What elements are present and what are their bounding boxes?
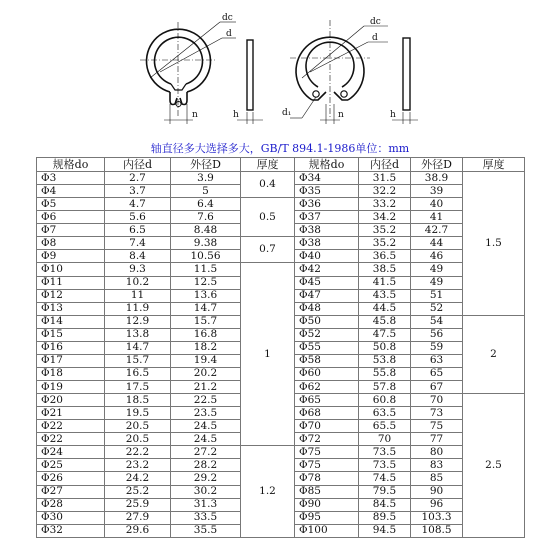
inner-diameter-cell: 25.2 [105, 485, 171, 498]
spec-cell: Φ25 [37, 459, 105, 472]
outer-diameter-cell: 75 [411, 420, 463, 433]
spec-cell: Φ28 [37, 498, 105, 511]
inner-diameter-cell: 32.2 [359, 185, 411, 198]
inner-diameter-cell: 79.5 [359, 485, 411, 498]
spec-cell: Φ47 [295, 289, 359, 302]
outer-diameter-cell: 46 [411, 250, 463, 263]
spec-cell: Φ40 [295, 250, 359, 263]
inner-diameter-cell: 70 [359, 433, 411, 446]
thickness-cell: 2.5 [463, 394, 525, 538]
outer-diameter-cell: 51 [411, 289, 463, 302]
column-header: 厚度 [241, 158, 295, 172]
column-header: 内径d [105, 158, 171, 172]
spec-cell: Φ9 [37, 250, 105, 263]
inner-diameter-cell: 74.5 [359, 472, 411, 485]
table-row [37, 198, 525, 211]
inner-diameter-cell: 45.8 [359, 315, 411, 328]
spec-cell: Φ48 [295, 302, 359, 315]
outer-diameter-cell: 49 [411, 276, 463, 289]
spec-cell: Φ35 [295, 185, 359, 198]
spec-cell: Φ75 [295, 459, 359, 472]
inner-diameter-cell: 89.5 [359, 511, 411, 524]
inner-diameter-cell: 2.7 [105, 172, 171, 185]
inner-diameter-cell: 47.5 [359, 328, 411, 341]
spec-cell: Φ70 [295, 420, 359, 433]
right-h-label: h [390, 110, 396, 120]
spec-cell: Φ30 [37, 511, 105, 524]
left-d-label: d [226, 29, 232, 39]
outer-diameter-cell: 70 [411, 394, 463, 407]
outer-diameter-cell: 90 [411, 485, 463, 498]
inner-diameter-cell: 36.5 [359, 250, 411, 263]
inner-diameter-cell: 73.5 [359, 446, 411, 459]
inner-diameter-cell: 65.5 [359, 420, 411, 433]
spec-cell: Φ16 [37, 341, 105, 354]
spec-cell: Φ13 [37, 302, 105, 315]
inner-diameter-cell: 23.2 [105, 459, 171, 472]
spec-cell: Φ6 [37, 211, 105, 224]
spec-cell: Φ45 [295, 276, 359, 289]
outer-diameter-cell: 30.2 [171, 485, 241, 498]
left-dc-label: dc [222, 13, 233, 23]
left-h-label: h [233, 110, 239, 120]
inner-diameter-cell: 27.9 [105, 511, 171, 524]
circlip-drawings [0, 0, 560, 140]
outer-diameter-cell: 96 [411, 498, 463, 511]
outer-diameter-cell: 108.5 [411, 524, 463, 537]
outer-diameter-cell: 14.7 [171, 302, 241, 315]
spec-cell: Φ21 [37, 407, 105, 420]
inner-diameter-cell: 29.6 [105, 524, 171, 537]
inner-diameter-cell: 22.2 [105, 446, 171, 459]
spec-cell: Φ38 [295, 224, 359, 237]
thickness-cell: 1.2 [241, 446, 295, 537]
inner-diameter-cell: 63.5 [359, 407, 411, 420]
spec-cell: Φ22 [37, 433, 105, 446]
inner-diameter-cell: 55.8 [359, 367, 411, 380]
inner-diameter-cell: 25.9 [105, 498, 171, 511]
outer-diameter-cell: 44 [411, 237, 463, 250]
spec-cell: Φ32 [37, 524, 105, 537]
spec-cell: Φ14 [37, 315, 105, 328]
spec-cell: Φ22 [37, 420, 105, 433]
left-profile-drawing [247, 40, 253, 110]
spec-cell: Φ52 [295, 328, 359, 341]
outer-diameter-cell: 23.5 [171, 407, 241, 420]
inner-diameter-cell: 34.2 [359, 211, 411, 224]
outer-diameter-cell: 63 [411, 354, 463, 367]
table-caption: 轴直径多大选择多大，GB/T 894.1-1986单位：mm [150, 142, 410, 155]
spec-cell: Φ19 [37, 381, 105, 394]
thickness-cell: 0.5 [241, 198, 295, 237]
inner-diameter-cell: 7.4 [105, 237, 171, 250]
table-header-row [37, 158, 525, 172]
outer-diameter-cell: 28.2 [171, 459, 241, 472]
thickness-cell: 2 [463, 315, 525, 393]
column-header: 规格do [295, 158, 359, 172]
inner-diameter-cell: 3.7 [105, 185, 171, 198]
inner-diameter-cell: 12.9 [105, 315, 171, 328]
spec-cell: Φ68 [295, 407, 359, 420]
inner-diameter-cell: 41.5 [359, 276, 411, 289]
outer-diameter-cell: 13.6 [171, 289, 241, 302]
spec-cell: Φ65 [295, 394, 359, 407]
inner-diameter-cell: 35.2 [359, 224, 411, 237]
spec-cell: Φ60 [295, 367, 359, 380]
spec-cell: Φ36 [295, 198, 359, 211]
spec-cell: Φ27 [37, 485, 105, 498]
spec-cell: Φ10 [37, 263, 105, 276]
spec-cell: Φ62 [295, 381, 359, 394]
inner-diameter-cell: 11 [105, 289, 171, 302]
outer-diameter-cell: 39 [411, 185, 463, 198]
column-header: 外径D [171, 158, 241, 172]
left-n-label: n [192, 110, 198, 120]
inner-diameter-cell: 16.5 [105, 367, 171, 380]
inner-diameter-cell: 73.5 [359, 459, 411, 472]
inner-diameter-cell: 24.2 [105, 472, 171, 485]
outer-diameter-cell: 65 [411, 367, 463, 380]
inner-diameter-cell: 5.6 [105, 211, 171, 224]
outer-diameter-cell: 41 [411, 211, 463, 224]
spec-cell: Φ20 [37, 394, 105, 407]
spec-cell: Φ85 [295, 485, 359, 498]
outer-diameter-cell: 5 [171, 185, 241, 198]
outer-diameter-cell: 38.9 [411, 172, 463, 185]
spec-cell: Φ90 [295, 498, 359, 511]
table-row [37, 172, 525, 185]
inner-diameter-cell: 8.4 [105, 250, 171, 263]
outer-diameter-cell: 85 [411, 472, 463, 485]
inner-diameter-cell: 19.5 [105, 407, 171, 420]
inner-diameter-cell: 15.7 [105, 354, 171, 367]
thickness-cell: 1.5 [463, 172, 525, 316]
inner-diameter-cell: 18.5 [105, 394, 171, 407]
table-row [37, 237, 525, 250]
inner-diameter-cell: 35.2 [359, 237, 411, 250]
inner-diameter-cell: 4.7 [105, 198, 171, 211]
spec-cell: Φ8 [37, 237, 105, 250]
outer-diameter-cell: 10.56 [171, 250, 241, 263]
outer-diameter-cell: 103.3 [411, 511, 463, 524]
inner-diameter-cell: 20.5 [105, 433, 171, 446]
right-profile-drawing [403, 38, 410, 110]
outer-diameter-cell: 12.5 [171, 276, 241, 289]
spec-cell: Φ7 [37, 224, 105, 237]
inner-diameter-cell: 43.5 [359, 289, 411, 302]
outer-diameter-cell: 42.7 [411, 224, 463, 237]
outer-diameter-cell: 19.4 [171, 354, 241, 367]
right-n-label: n [338, 110, 344, 120]
spec-cell: Φ26 [37, 472, 105, 485]
inner-diameter-cell: 11.9 [105, 302, 171, 315]
outer-diameter-cell: 6.4 [171, 198, 241, 211]
outer-diameter-cell: 80 [411, 446, 463, 459]
outer-diameter-cell: 15.7 [171, 315, 241, 328]
spec-cell: Φ5 [37, 198, 105, 211]
inner-diameter-cell: 31.5 [359, 172, 411, 185]
column-header: 厚度 [463, 158, 525, 172]
inner-diameter-cell: 17.5 [105, 381, 171, 394]
spec-cell: Φ72 [295, 433, 359, 446]
spec-cell: Φ11 [37, 276, 105, 289]
column-header: 内径d [359, 158, 411, 172]
outer-diameter-cell: 52 [411, 302, 463, 315]
right-d1-label: d₁ [282, 108, 292, 118]
right-dc-label: dc [370, 17, 381, 27]
outer-diameter-cell: 18.2 [171, 341, 241, 354]
outer-diameter-cell: 7.6 [171, 211, 241, 224]
inner-diameter-cell: 94.5 [359, 524, 411, 537]
column-header: 外径D [411, 158, 463, 172]
spec-cell: Φ34 [295, 172, 359, 185]
outer-diameter-cell: 9.38 [171, 237, 241, 250]
outer-diameter-cell: 24.5 [171, 433, 241, 446]
outer-diameter-cell: 83 [411, 459, 463, 472]
outer-diameter-cell: 77 [411, 433, 463, 446]
spec-cell: Φ24 [37, 446, 105, 459]
inner-diameter-cell: 44.5 [359, 302, 411, 315]
thickness-cell: 0.7 [241, 237, 295, 263]
column-header: 规格do [37, 158, 105, 172]
spec-cell: Φ78 [295, 472, 359, 485]
outer-diameter-cell: 33.5 [171, 511, 241, 524]
outer-diameter-cell: 54 [411, 315, 463, 328]
outer-diameter-cell: 73 [411, 407, 463, 420]
spec-cell: Φ95 [295, 511, 359, 524]
inner-diameter-cell: 6.5 [105, 224, 171, 237]
outer-diameter-cell: 21.2 [171, 381, 241, 394]
inner-diameter-cell: 38.5 [359, 263, 411, 276]
spec-cell: Φ38 [295, 237, 359, 250]
table-row [37, 263, 525, 276]
inner-diameter-cell: 57.8 [359, 381, 411, 394]
spec-cell: Φ42 [295, 263, 359, 276]
spec-cell: Φ18 [37, 367, 105, 380]
outer-diameter-cell: 16.8 [171, 328, 241, 341]
left-ring-drawing [147, 29, 211, 106]
outer-diameter-cell: 40 [411, 198, 463, 211]
spec-cell: Φ12 [37, 289, 105, 302]
thickness-cell: 1 [241, 263, 295, 446]
outer-diameter-cell: 24.5 [171, 420, 241, 433]
outer-diameter-cell: 29.2 [171, 472, 241, 485]
spec-cell: Φ4 [37, 185, 105, 198]
inner-diameter-cell: 84.5 [359, 498, 411, 511]
spec-cell: Φ37 [295, 211, 359, 224]
outer-diameter-cell: 49 [411, 263, 463, 276]
outer-diameter-cell: 35.5 [171, 524, 241, 537]
circlip-spec-table [36, 157, 525, 538]
outer-diameter-cell: 8.48 [171, 224, 241, 237]
outer-diameter-cell: 22.5 [171, 394, 241, 407]
outer-diameter-cell: 56 [411, 328, 463, 341]
outer-diameter-cell: 67 [411, 381, 463, 394]
inner-diameter-cell: 13.8 [105, 328, 171, 341]
thickness-cell: 0.4 [241, 172, 295, 198]
outer-diameter-cell: 59 [411, 341, 463, 354]
inner-diameter-cell: 10.2 [105, 276, 171, 289]
spec-cell: Φ15 [37, 328, 105, 341]
spec-cell: Φ75 [295, 446, 359, 459]
spec-cell: Φ3 [37, 172, 105, 185]
inner-diameter-cell: 53.8 [359, 354, 411, 367]
inner-diameter-cell: 9.3 [105, 263, 171, 276]
table-row [37, 446, 525, 459]
outer-diameter-cell: 11.5 [171, 263, 241, 276]
spec-cell: Φ50 [295, 315, 359, 328]
right-d-label: d [372, 33, 378, 43]
outer-diameter-cell: 27.2 [171, 446, 241, 459]
inner-diameter-cell: 20.5 [105, 420, 171, 433]
inner-diameter-cell: 14.7 [105, 341, 171, 354]
spec-cell: Φ17 [37, 354, 105, 367]
outer-diameter-cell: 3.9 [171, 172, 241, 185]
outer-diameter-cell: 20.2 [171, 367, 241, 380]
outer-diameter-cell: 31.3 [171, 498, 241, 511]
inner-diameter-cell: 50.8 [359, 341, 411, 354]
spec-cell: Φ100 [295, 524, 359, 537]
inner-diameter-cell: 60.8 [359, 394, 411, 407]
spec-cell: Φ58 [295, 354, 359, 367]
inner-diameter-cell: 33.2 [359, 198, 411, 211]
spec-cell: Φ55 [295, 341, 359, 354]
